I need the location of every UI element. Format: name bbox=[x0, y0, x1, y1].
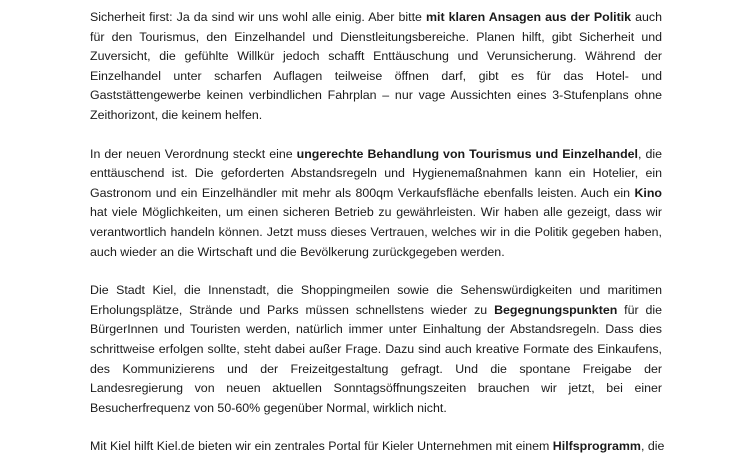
emphasis-text: Hilfsprogramm bbox=[552, 439, 641, 454]
text-run: Mit Kiel hilft Kiel.de bieten wir ein zentrales Portal für Kieler Unternehmen mit einem bbox=[90, 439, 553, 454]
emphasis-text: Begegnungspunkten bbox=[494, 302, 618, 317]
emphasis-text: ungerechte Behandlung von Tourismus und Einzelhandel bbox=[296, 146, 638, 161]
text-run: Sicherheit first: Ja da sind wir uns wohl alle einig. Aber bitte bbox=[90, 10, 426, 24]
text-run: auch für den Tourismus, den Einzelhandel und Dienstleitungsbereiche. Planen hilft, gibt Sicherheit und Zuversicht, die gefühlte Willkür jedoch schafft Enttäuschung und Verunsicherung. Während der Einzelhandel unter scharfen Auflagen teilweise öffnen darf, gibt es für das Hotel- und Gaststättengewerbe keinen verbindlichen Fahrplan – nur vage Aussichten eines 3-Stufenplans ohne Zeithorizont, die keinem helfen. bbox=[90, 10, 663, 122]
paragraph-city-of-kiel bbox=[90, 281, 662, 418]
text-run: Die Stadt Kiel, die Innenstadt, die Shoppingmeilen sowie die Sehenswürdigkeiten und maritimen Erholungsplätze, Strände und Parks müssen schnellstens wieder zu bbox=[90, 283, 662, 317]
text-run: für die BürgerInnen und Touristen werden, natürlich immer unter Einhaltung der Abstandsregeln. Dass dies schrittweise erfolgen sollte, steht dabei außer Frage. Dazu sind auch kreative Formate des Einkaufens, des Kommunizierens und der Freizeitgestaltung gefragt. Und die spontane Freigabe der Landesregierung von neuen aktuellen Sonntagsöffnungszeiten brauchen wir jetzt, bei einer Besucherfrequenz von 50-60% gegenüber Normal, wirklich nicht. bbox=[90, 302, 662, 415]
document-page bbox=[90, 8, 665, 457]
emphasis-text: Kino bbox=[634, 185, 662, 200]
paragraph-safety-first bbox=[90, 8, 662, 126]
text-run: , die bbox=[640, 439, 665, 454]
paragraph-unfair-treatment bbox=[90, 145, 662, 263]
text-run: , die enttäuschend ist. Die geforderten Abstandsregeln und Hygienemaßnahmen kann ein Hotelier, ein Gastronom und ein Einzelhändler mit mehr als 800qm Verkaufsfläche ebenfalls leisten. Auch ein bbox=[90, 146, 662, 200]
text-run: In der neuen Verordnung steckt eine bbox=[90, 146, 297, 161]
emphasis-text: mit klaren Ansagen aus der Politik bbox=[425, 10, 632, 24]
paragraph-kiel-hilft-kiel bbox=[90, 437, 665, 457]
text-run: hat viele Möglichkeiten, um einen sicheren Betrieb zu gewährleisten. Wir haben alle gezeigt, dass wir verantwortlich handeln können. Jetzt muss dieses Vertrauen, welches wir in die Politik gegeben haben, auch wieder an die Wirtschaft und die Bevölkerung zurückgegeben werden. bbox=[90, 205, 662, 259]
